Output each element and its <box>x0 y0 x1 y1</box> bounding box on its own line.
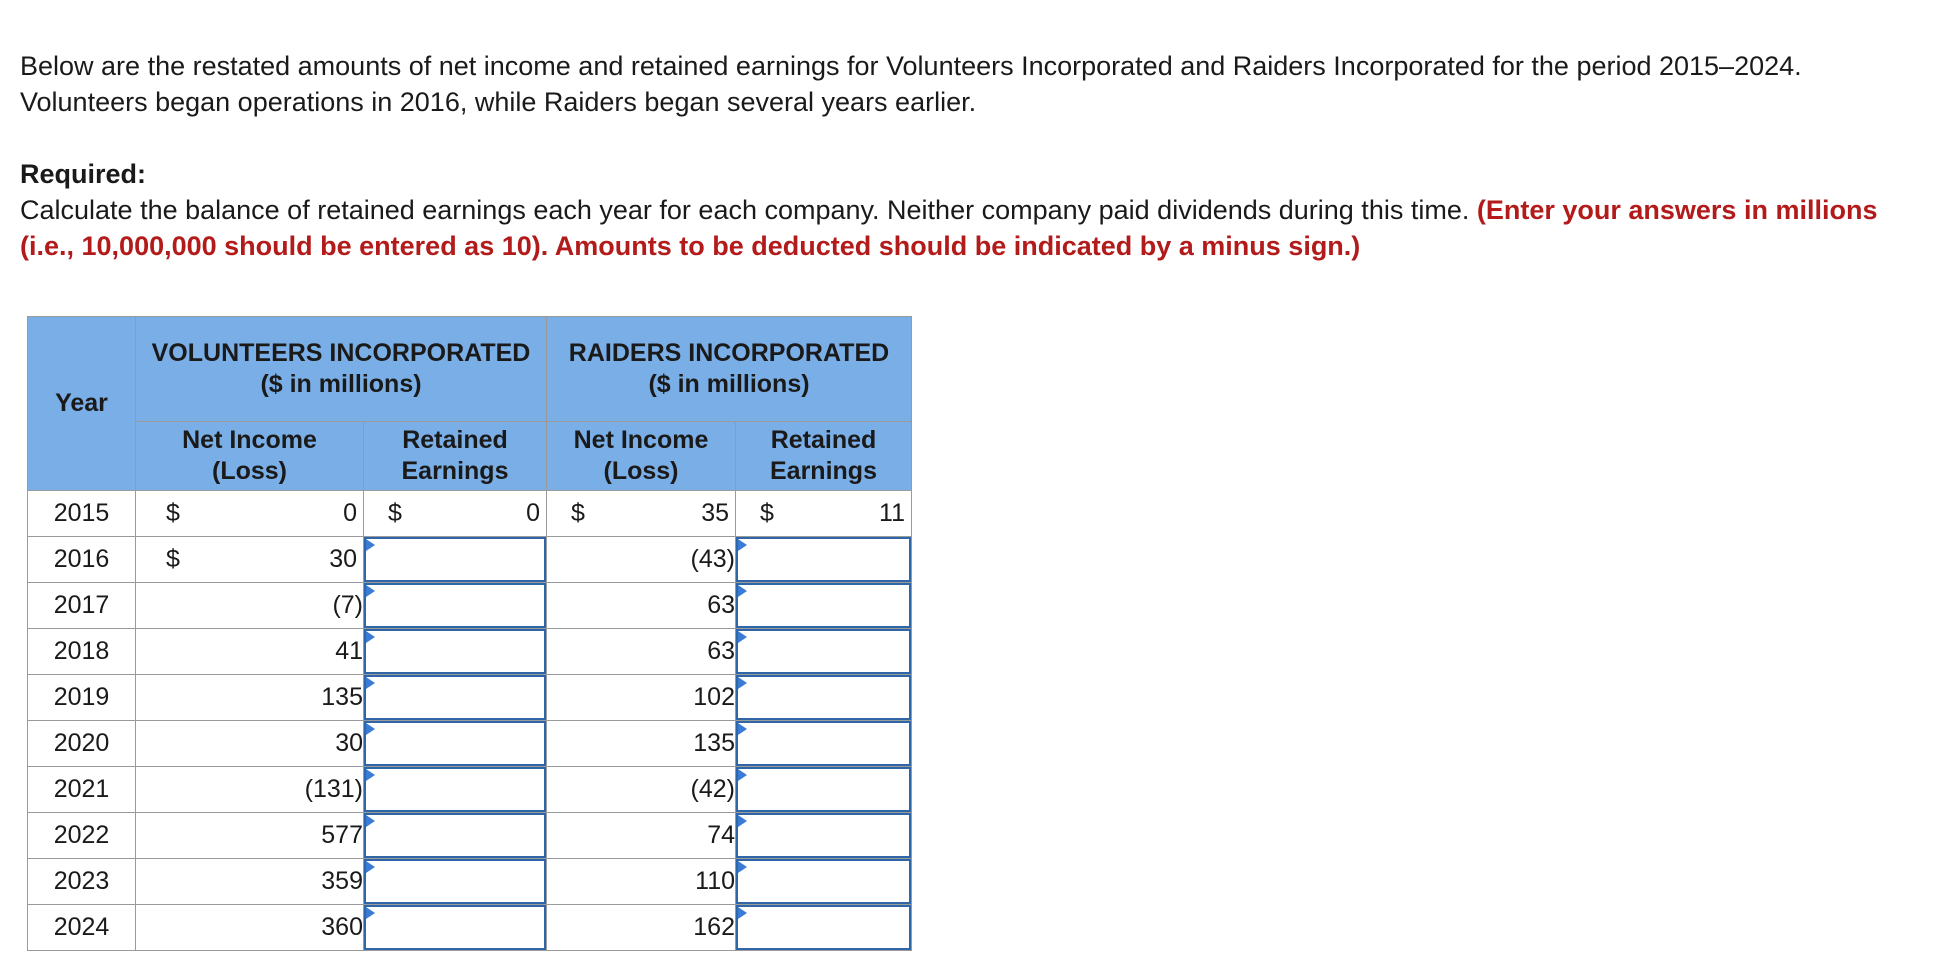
raiders-net-income-cell: 110 <box>547 859 736 905</box>
value: 0 <box>343 499 357 527</box>
volunteers-net-income-cell: 135 <box>136 675 364 721</box>
raiders-net-income-cell: 135 <box>547 721 736 767</box>
raiders-units: ($ in millions) <box>648 370 810 398</box>
volunteers-retained-earnings-2017-input[interactable] <box>364 583 546 628</box>
year-cell: 2016 <box>28 537 136 583</box>
volunteers-retained-earnings-input-cell <box>364 721 547 767</box>
raiders-retained-earnings-2024-input[interactable] <box>736 905 911 950</box>
volunteers-retained-earnings-2020-input[interactable] <box>364 721 546 766</box>
raiders-net-income-cell: 74 <box>547 813 736 859</box>
volunteers-retained-earnings-input-cell <box>364 629 547 675</box>
year-cell: 2017 <box>28 583 136 629</box>
volunteers-retained-earnings-2024-input[interactable] <box>364 905 546 950</box>
answer-marker-icon <box>738 861 747 873</box>
volunteers-retained-earnings-input-cell <box>364 813 547 859</box>
year-cell: 2018 <box>28 629 136 675</box>
raiders-retained-earnings-2022-input[interactable] <box>736 813 911 858</box>
raiders-header <box>547 317 912 422</box>
raiders-net-income-cell: 102 <box>547 675 736 721</box>
volunteers-header <box>136 317 547 422</box>
table-row <box>28 583 912 629</box>
volunteers-units: ($ in millions) <box>260 370 422 398</box>
table-row <box>28 537 912 583</box>
answer-marker-icon <box>738 677 747 689</box>
volunteers-net-income-cell <box>136 537 364 583</box>
raiders-retained-earnings-input-cell <box>736 675 912 721</box>
entry-instructions: (Enter your answers in millions (i.e., 10,000,000 should be entered as 10). Amounts to be deducted should be indicated by a minus sign.) <box>20 195 1878 261</box>
volunteers-retained-earnings-2023-input[interactable] <box>364 859 546 904</box>
raiders-retained-earnings-2021-input[interactable] <box>736 767 911 812</box>
value: 30 <box>329 545 357 573</box>
answer-marker-icon <box>366 815 375 827</box>
volunteers-net-income-cell: 30 <box>136 721 364 767</box>
volunteers-retained-earnings-2022-input[interactable] <box>364 813 546 858</box>
volunteers-retained-earnings-header <box>364 422 547 491</box>
table-row <box>28 905 912 951</box>
header-line: (Loss) <box>603 457 679 485</box>
raiders-net-income-header <box>547 422 736 491</box>
raiders-retained-earnings-input-cell <box>736 905 912 951</box>
answer-marker-icon <box>738 769 747 781</box>
raiders-net-income-cell <box>547 491 736 537</box>
table-row <box>28 813 912 859</box>
raiders-retained-earnings-input-cell <box>736 537 912 583</box>
volunteers-net-income-cell: (131) <box>136 767 364 813</box>
volunteers-net-income-cell: 359 <box>136 859 364 905</box>
raiders-net-income-cell: 63 <box>547 583 736 629</box>
table-row <box>28 629 912 675</box>
currency-sign: $ <box>166 499 180 527</box>
value: 0 <box>526 499 540 527</box>
raiders-retained-earnings-2016-input[interactable] <box>736 537 911 582</box>
currency-sign: $ <box>388 499 402 527</box>
table-row <box>28 767 912 813</box>
header-line: Retained <box>770 426 877 454</box>
year-header: Year <box>28 317 136 491</box>
raiders-retained-earnings-2023-input[interactable] <box>736 859 911 904</box>
raiders-retained-earnings-input-cell <box>736 583 912 629</box>
intro-text: Below are the restated amounts of net income and retained earnings for Volunteers Incorporated and Raiders Incorporated for the period 2015–2024. Volunteers began operations in 2016, while Raiders began several years earlier. <box>20 51 1802 117</box>
answer-marker-icon <box>366 677 375 689</box>
raiders-retained-earnings-header <box>736 422 912 491</box>
volunteers-retained-earnings-input-cell <box>364 537 547 583</box>
table-row <box>28 721 912 767</box>
volunteers-retained-earnings-2021-input[interactable] <box>364 767 546 812</box>
year-cell: 2021 <box>28 767 136 813</box>
header-line: (Loss) <box>212 457 287 485</box>
volunteers-retained-earnings-2018-input[interactable] <box>364 629 546 674</box>
answer-marker-icon <box>366 585 375 597</box>
raiders-retained-earnings-input-cell <box>736 813 912 859</box>
raiders-retained-earnings-input-cell <box>736 629 912 675</box>
year-cell: 2015 <box>28 491 136 537</box>
answer-marker-icon <box>738 539 747 551</box>
raiders-retained-earnings-input-cell <box>736 859 912 905</box>
year-cell: 2024 <box>28 905 136 951</box>
raiders-title: RAIDERS INCORPORATED <box>568 339 890 367</box>
header-line: Earnings <box>401 457 509 485</box>
year-cell: 2022 <box>28 813 136 859</box>
volunteers-retained-earnings-input-cell <box>364 583 547 629</box>
header-line: Net Income <box>573 426 709 454</box>
raiders-retained-earnings-2018-input[interactable] <box>736 629 911 674</box>
raiders-retained-earnings-input-cell <box>736 721 912 767</box>
answer-marker-icon <box>366 769 375 781</box>
raiders-net-income-cell: 63 <box>547 629 736 675</box>
volunteers-net-income-cell: 41 <box>136 629 364 675</box>
answer-marker-icon <box>738 723 747 735</box>
table-row <box>28 491 912 537</box>
volunteers-net-income-header <box>136 422 364 491</box>
header-line: Retained <box>402 426 508 454</box>
currency-sign: $ <box>166 545 180 573</box>
volunteers-title: VOLUNTEERS INCORPORATED <box>151 339 531 367</box>
raiders-retained-earnings-input-cell <box>736 767 912 813</box>
problem-statement <box>20 48 1920 264</box>
answer-marker-icon <box>366 631 375 643</box>
year-cell: 2023 <box>28 859 136 905</box>
answer-marker-icon <box>738 815 747 827</box>
volunteers-retained-earnings-input-cell <box>364 675 547 721</box>
volunteers-retained-earnings-input-cell <box>364 905 547 951</box>
required-label: Required: <box>20 159 147 189</box>
volunteers-net-income-cell: (7) <box>136 583 364 629</box>
volunteers-retained-earnings-cell <box>364 491 547 537</box>
volunteers-net-income-cell: 577 <box>136 813 364 859</box>
answer-marker-icon <box>366 861 375 873</box>
raiders-retained-earnings-cell <box>736 491 912 537</box>
currency-sign: $ <box>760 499 774 527</box>
value: 11 <box>879 499 905 527</box>
volunteers-net-income-cell <box>136 491 364 537</box>
retained-earnings-table <box>27 316 912 951</box>
header-line: Earnings <box>770 457 877 485</box>
value: 35 <box>701 499 729 527</box>
required-body: Calculate the balance of retained earnings each year for each company. Neither company paid dividends during this time. <box>20 195 1470 225</box>
year-cell: 2019 <box>28 675 136 721</box>
header-line: Net Income <box>182 426 317 454</box>
answer-marker-icon <box>738 631 747 643</box>
raiders-net-income-cell: 162 <box>547 905 736 951</box>
answer-marker-icon <box>366 723 375 735</box>
answer-marker-icon <box>366 539 375 551</box>
year-cell: 2020 <box>28 721 136 767</box>
raiders-retained-earnings-2020-input[interactable] <box>736 721 911 766</box>
table-row <box>28 859 912 905</box>
volunteers-retained-earnings-input-cell <box>364 767 547 813</box>
volunteers-retained-earnings-2016-input[interactable] <box>364 537 546 582</box>
answer-marker-icon <box>738 585 747 597</box>
answer-marker-icon <box>738 907 747 919</box>
volunteers-retained-earnings-input-cell <box>364 859 547 905</box>
answer-marker-icon <box>366 907 375 919</box>
volunteers-retained-earnings-2019-input[interactable] <box>364 675 546 720</box>
currency-sign: $ <box>571 499 585 527</box>
table-row <box>28 675 912 721</box>
required-text <box>20 192 1920 264</box>
raiders-retained-earnings-2017-input[interactable] <box>736 583 911 628</box>
raiders-net-income-cell: (42) <box>547 767 736 813</box>
raiders-net-income-cell: (43) <box>547 537 736 583</box>
volunteers-net-income-cell: 360 <box>136 905 364 951</box>
raiders-retained-earnings-2019-input[interactable] <box>736 675 911 720</box>
